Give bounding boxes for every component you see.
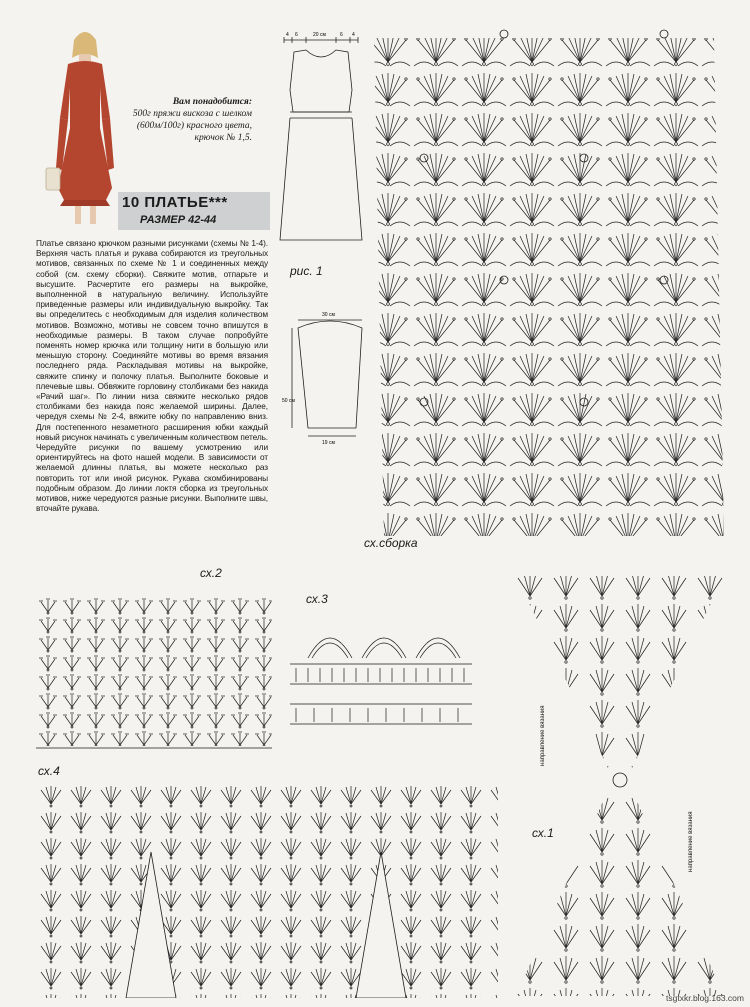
- scheme-4-diagram: [36, 782, 498, 998]
- scheme-2-diagram: [36, 596, 272, 750]
- footer-source: tsgtxkr.blog.163.com: [666, 993, 744, 1003]
- dress-dim-4: 6: [340, 32, 343, 38]
- assembly-label: сх.сборка: [364, 536, 418, 550]
- sch2-label: сх.2: [200, 566, 222, 580]
- materials-heading: Вам понадобится:: [172, 97, 252, 107]
- dress-dim-3: 20 см: [313, 32, 326, 38]
- sch4-label: сх.4: [38, 764, 60, 778]
- sleeve-pattern-diagram: [282, 306, 364, 446]
- scheme-3-diagram: [288, 618, 474, 740]
- sch1-label: сх.1: [532, 826, 554, 840]
- direction-label-1: направление вязания: [540, 705, 546, 766]
- dress-dim-1: 4: [286, 32, 289, 38]
- model-photo: [40, 28, 130, 226]
- dress-dim-2: 6: [295, 32, 298, 38]
- direction-label-2: направление вязания: [688, 811, 694, 872]
- dress-pattern-diagram: [276, 30, 366, 248]
- materials-text: 500г пряжи вискоза с шелком (600м/100г) красного цвета, крючок № 1,5.: [132, 109, 252, 143]
- scheme-1-diagram: [512, 568, 728, 998]
- sleeve-height-dim: 50 см: [282, 398, 295, 404]
- assembly-diagram: [364, 28, 728, 536]
- article-title: 10 ПЛАТЬЕ***: [122, 194, 228, 211]
- materials-block: [132, 96, 252, 144]
- article-size: РАЗМЕР 42-44: [140, 214, 217, 226]
- sleeve-top-dim: 30 см: [322, 312, 335, 318]
- instructions-text: Платье связано крючком разными рисунками (схемы № 1-4). Верхняя часть платья и рукава собираются из треугольных мотивов, связанных по схеме № 1 и соединенных между собой (см. схему сборки). Свяжите мотив, отпарьте и высушите. Расчертите его размеры на выкройке, выполненной в натуральную величину. Используйте приведенные размеры или индивидуальную выкройку. Так вы определитесь с необходимым для изделия количеством мотивов. Возможно, мотивы не совсем точно впишутся в необходимые размеры. В таком случае попробуйте поменять номер крючка или толщину нити в большую или меньшую сторону. Соединяйте мотивы во время вязания последнего ряда. Раскладывая мотивы на выкройке, свяжите спинку и полочку платья. Выполните боковые и плечевые швы. Обвяжите горловину столбиками без накида «Рачий шаг». По линии низа свяжите несколько рядов столбиками без накида пояс желаемой ширины. Далее, чередуя схемы № 2-4, вяжите юбку по направлению вниз. Для постепенного незаметного расширения юбки каждый новый рисунок начинать с увеличенным количеством петель. Чередуйте рисунки по вашему усмотрению или ориентируйтесь на фото нашей модели. В зависимости от желаемой длинны платья, вы можете несколько раз повторить тот или иной рисунок. Рукава скомбинированы подобным образом. До линии локтя сборка из треугольных мотивов, ниже чередуются разные рисунки. Выполните швы, вточайте рукава.: [36, 238, 268, 514]
- sch3-label: сх.3: [306, 592, 328, 606]
- dress-dim-5: 4: [352, 32, 355, 38]
- sleeve-bottom-dim: 19 см: [322, 440, 335, 446]
- ris1-label: рис. 1: [290, 264, 323, 278]
